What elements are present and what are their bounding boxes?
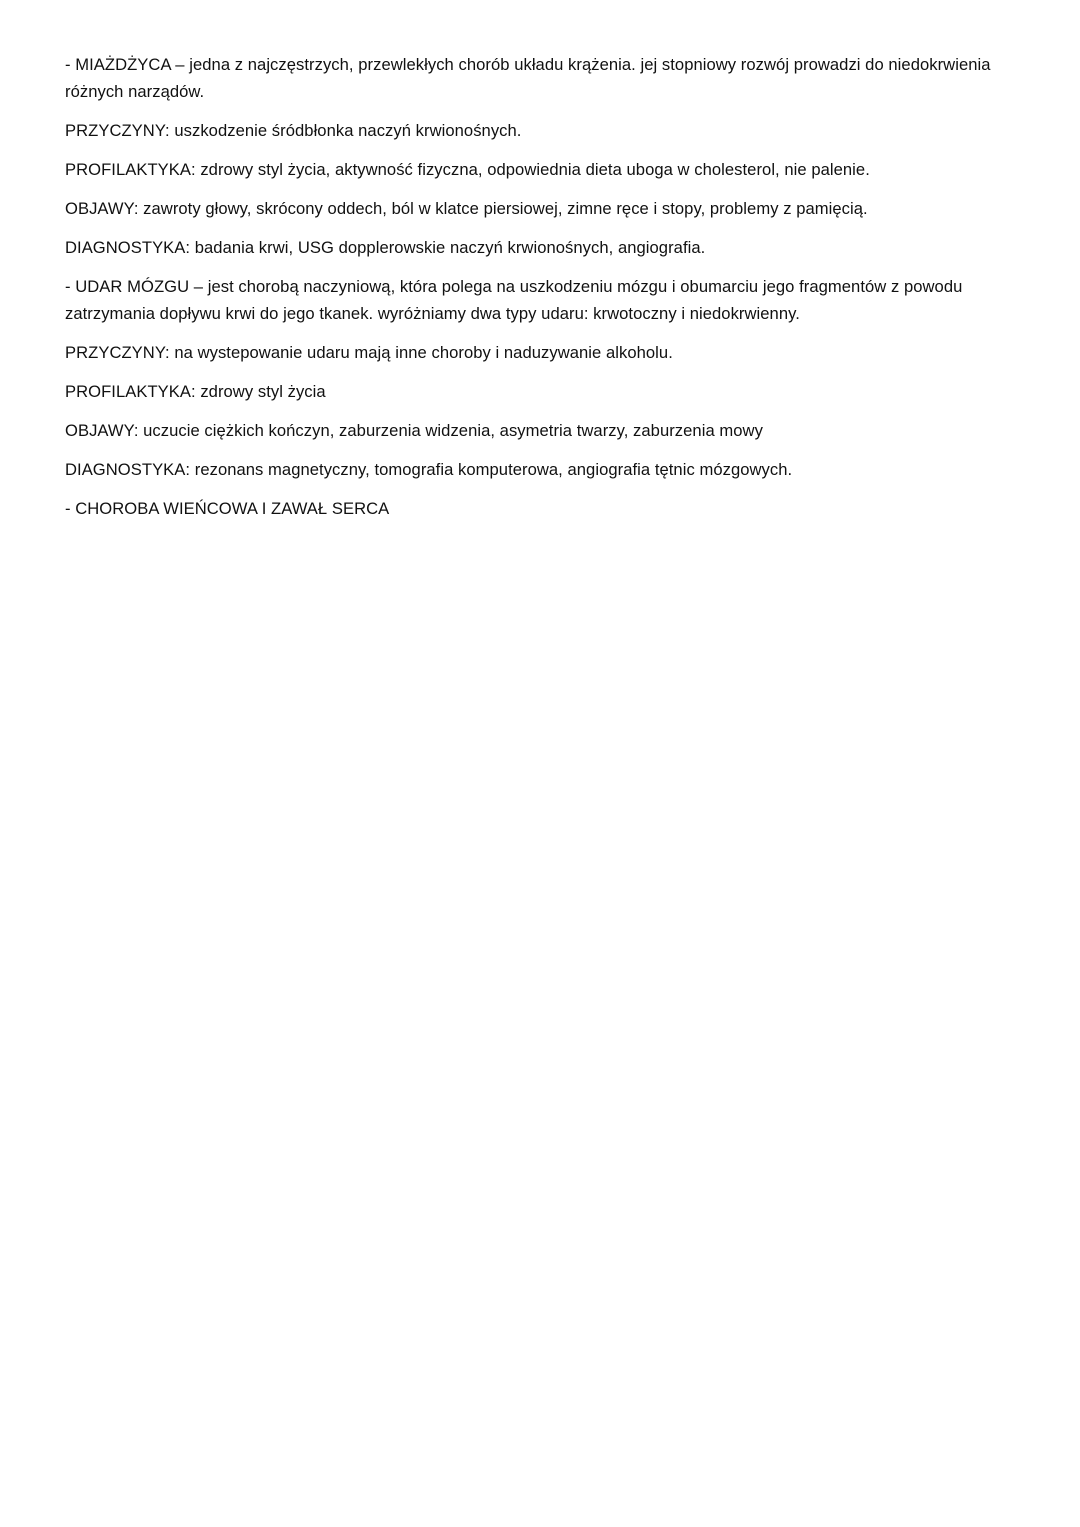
paragraph-udar-intro: - UDAR MÓZGU – jest chorobą naczyniową, która polega na uszkodzeniu mózgu i obumarciu jego fragmentów z powodu zatrzymania dopływu krwi do jego tkanek. wyróżniamy dwa typy udaru: krwotoczny i niedokrwienny. bbox=[65, 277, 963, 323]
paragraph-miazdzyca-przyczyny: PRZYCZYNY: uszkodzenie śródbłonka naczyń krwionośnych. bbox=[65, 121, 522, 140]
paragraph-udar-przyczyny: PRZYCZYNY: na wystepowanie udaru mają inne choroby i naduzywanie alkoholu. bbox=[65, 343, 673, 362]
document-body bbox=[65, 51, 1025, 534]
paragraph-miazdzyca-diagnostyka: DIAGNOSTYKA: badania krwi, USG dopplerowskie naczyń krwionośnych, angiografia. bbox=[65, 238, 706, 257]
paragraph-udar-objawy: OBJAWY: uczucie ciężkich kończyn, zaburzenia widzenia, asymetria twarzy, zaburzenia mowy bbox=[65, 421, 763, 440]
paragraph-miazdzyca-intro: - MIAŻDŻYCA – jedna z najczęstrzych, przewlekłych chorób układu krążenia. jej stopniowy rozwój prowadzi do niedokrwienia różnych narządów. bbox=[65, 55, 991, 101]
paragraph-miazdzyca-objawy: OBJAWY: zawroty głowy, skrócony oddech, ból w klatce piersiowej, zimne ręce i stopy, problemy z pamięcią. bbox=[65, 199, 868, 218]
paragraph-udar-profilaktyka: PROFILAKTYKA: zdrowy styl życia bbox=[65, 382, 326, 401]
paragraph-miazdzyca-profilaktyka: PROFILAKTYKA: zdrowy styl życia, aktywność fizyczna, odpowiednia dieta uboga w cholesterol, nie palenie. bbox=[65, 160, 870, 179]
paragraph-udar-diagnostyka: DIAGNOSTYKA: rezonans magnetyczny, tomografia komputerowa, angiografia tętnic mózgowych. bbox=[65, 460, 793, 479]
paragraph-choroba-wiencowa-heading: - CHOROBA WIEŃCOWA I ZAWAŁ SERCA bbox=[65, 499, 390, 518]
